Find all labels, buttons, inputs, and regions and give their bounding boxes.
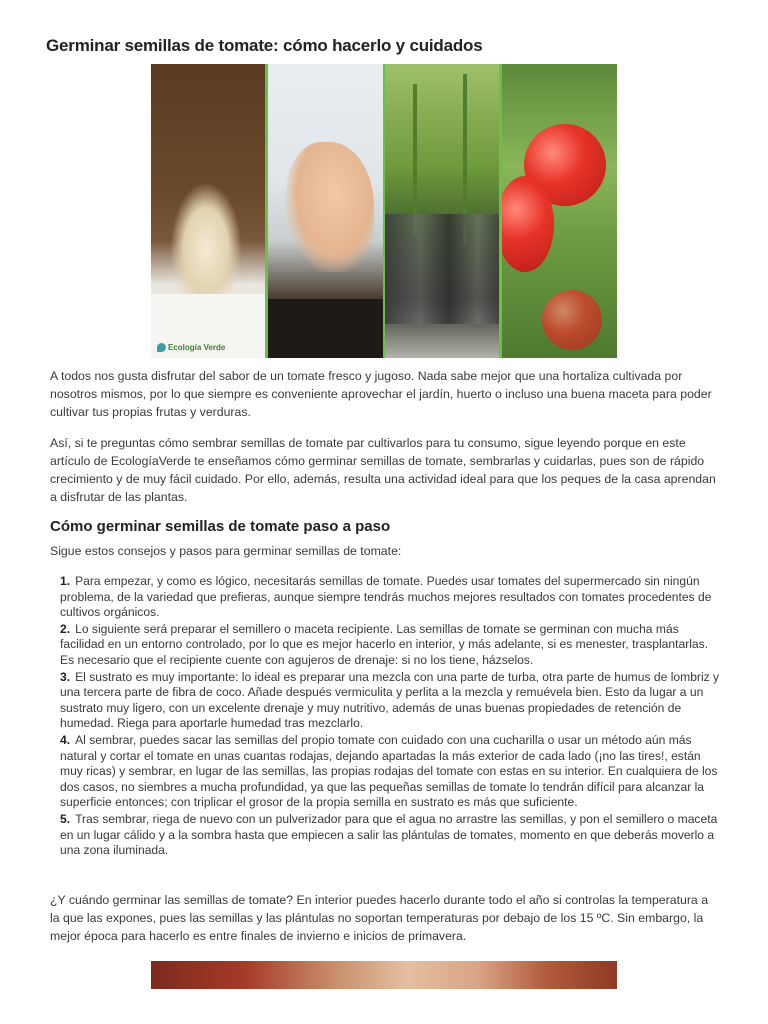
list-item [60,733,722,811]
step-text: Para empezar, y como es lógico, necesitarás semillas de tomate. Puedes usar tomates del supermercado sin ningún problema, de la variedad que prefieras, aunque siempre tendrás muchos mejores resultados con tomates procedentes de cultivos orgánicos. [60,574,712,620]
tomato [542,290,602,350]
steps-list [60,574,722,860]
step-number: 3. [60,669,71,684]
intro-paragraph-1: A todos nos gusta disfrutar del sabor de un tomate fresco y jugoso. Nada sabe mejor que una hortaliza cultivada por nosotros mismos, por lo que siempre es conveniente aprovechar el jardín, huerto o incluso una buena maceta para poder cultivar tus propias frutas y verduras. [50,369,712,419]
step-number: 4. [60,732,71,747]
section-heading: Cómo germinar semillas de tomate paso a paso [50,518,391,535]
step-number: 1. [60,574,71,588]
hero-panel-seedlings [385,64,499,358]
leaf-drop-icon [157,343,166,352]
hero-panel-tomatoes [502,64,617,358]
closing-paragraph: ¿Y cuándo germinar las semillas de tomate? En interior puedes hacerlo durante todo el año si controlas la temperatura a la que las expones, pues las semillas y las plántulas no soportan temperaturas por debajo de los 15 ºC. Sin embargo, la mejor época para hacerlo es entre finales de invierno e inicios de primavera. [50,893,709,943]
ecologia-verde-logo [157,343,225,352]
step-text: Tras sembrar, riega de nuevo con un pulverizador para que el agua no arrastre las semillas, y pon el semillero o maceta en un lugar cálido y a la sombra hasta que empiecen a salir las plántulas de tomates, momento en que deberás moverlo a una zona iluminada. [60,811,718,858]
plastic-cups [385,214,499,324]
hand-sowing [286,142,374,272]
list-item [60,670,722,732]
seedling-tray [268,299,383,358]
list-item [60,622,722,669]
logo-text: Ecología Verde [168,342,226,352]
article-title: Germinar semillas de tomate: cómo hacerlo y cuidados [46,36,483,55]
list-item [60,812,722,859]
seedling-stem [413,84,417,234]
hero-image-collage [151,64,617,358]
section-intro: Sigue estos consejos y pasos para germinar semillas de tomate: [50,544,402,558]
step-text: El sustrato es muy importante: lo ideal es preparar una mezcla con una parte de turba, otra parte de humus de lombriz y una tercera parte de fibra de coco. Añade después vermiculita y perlita a la mezcla y remuévela bien. Esto da lugar a un sustrato muy ligero, con un excelente drenaje y muy nutritivo, además de unas buenas propiedades de retención de humedad. Riega para aportarle humedad tras mezclarlo. [60,669,720,731]
step-number: 5. [60,811,71,826]
list-item [60,574,722,621]
step-text: Lo siguiente será preparar el semillero o maceta recipiente. Las semillas de tomate se germinan con mucha más facilidad en un entorno controlado, por lo que es mejor hacerlo en interior, y más adelante, si es menester, trasplantarlas. Es necesario que el recipiente cuente con agujeros de drenaje: si no los tiene, házselos. [60,621,709,667]
step-text: Al sembrar, puedes sacar las semillas del propio tomate con cuidado con una cucharilla o usar un método aún más natural y cortar el tomate en unas cuantas rodajas, dejando apartadas la más exterior de cada lado (¡no las tires!, están muy ricas) y sembrar, en lugar de las semillas, las propias rodajas del tomate con estas en su interior. En cualquiera de los dos casos, no siembres a mucha profundidad, ya que las pequeñas semillas de tomate lo tendrán difícil para alcanzar la superficie entonces; con triplicar el grosor de la propia semilla en sustrato es más que suficiente. [60,732,718,810]
hero-panel-seeds [151,64,265,358]
step-number: 2. [60,621,71,636]
intro-paragraph-2: Así, si te preguntas cómo sembrar semillas de tomate par cultivarlos para tu consumo, sigue leyendo porque en este artículo de EcologíaVerde te enseñamos cómo germinar semillas de tomate, sembrarlas y cuidarlas, pues son de rápido crecimiento y de muy fácil cuidado. Por ello, además, resulta una actividad ideal para que los peques de la casa aprendan a disfrutar de las plantas. [50,436,716,504]
bottom-image [151,961,617,989]
hero-panel-sowing [268,64,383,358]
seeds-pile [171,184,241,294]
